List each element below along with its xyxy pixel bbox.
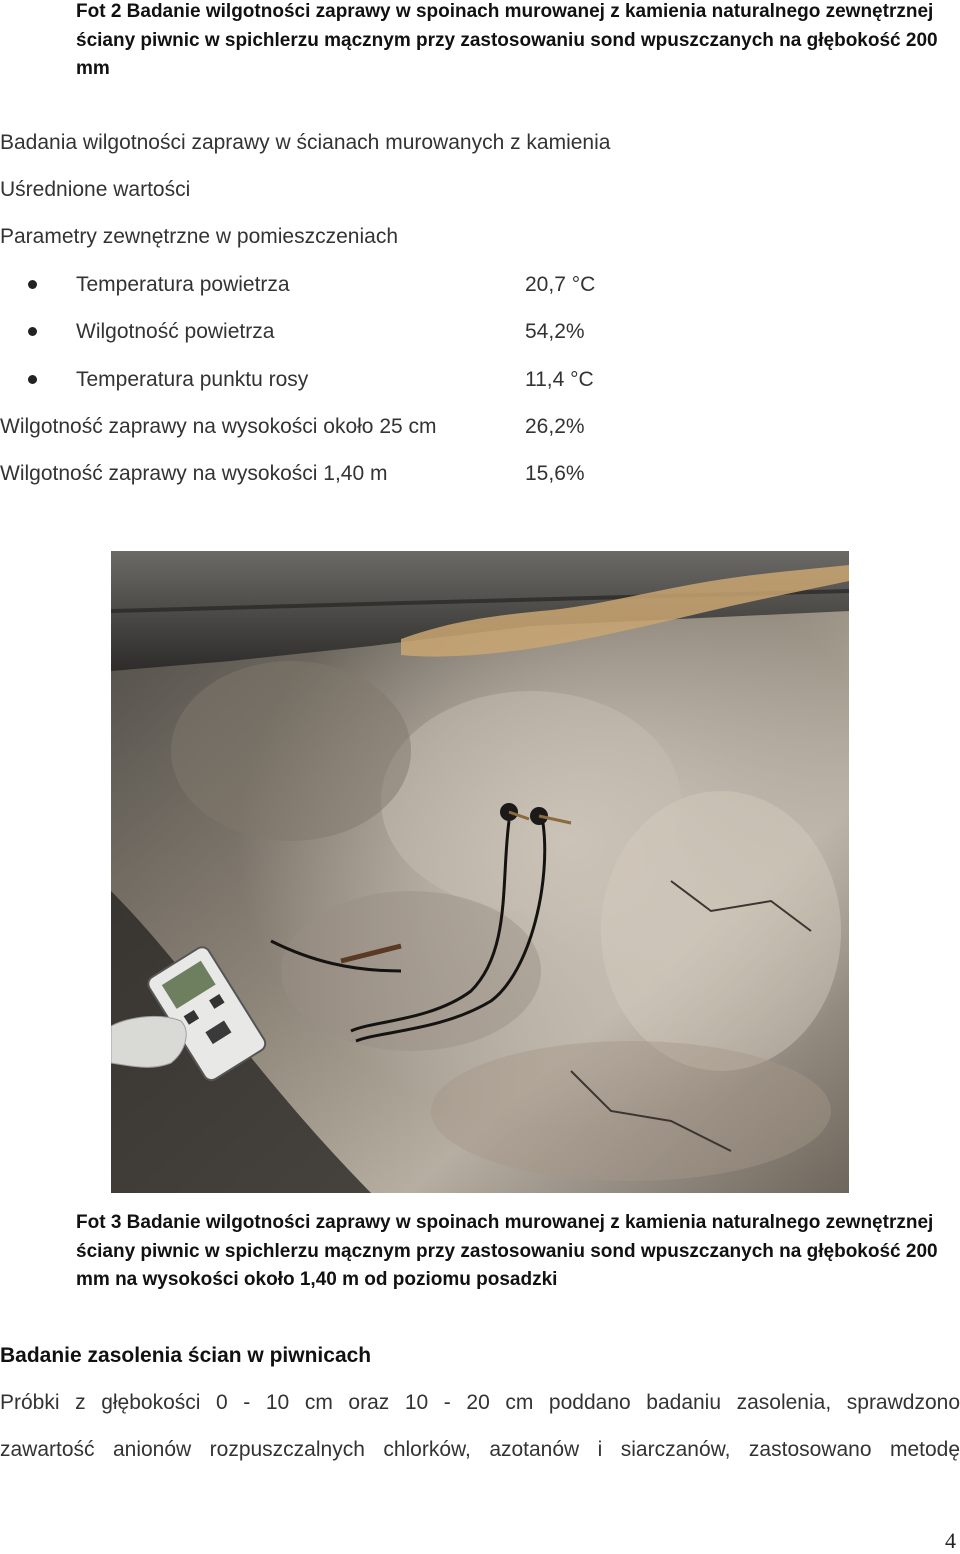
moisture-label: Wilgotność zaprawy na wysokości 1,40 m (0, 462, 388, 485)
moisture-140cm (0, 461, 700, 487)
param-value: 54,2% (525, 320, 585, 343)
param-label: Wilgotność powietrza (76, 320, 275, 343)
section-heading-salinity: Badanie zasolenia ścian w piwnicach (0, 1344, 372, 1367)
averaged-values-label: Uśrednione wartości (0, 178, 191, 201)
moisture-value: 26,2% (525, 415, 585, 438)
section-title-moisture-tests: Badania wilgotności zaprawy w ścianach murowanych z kamienia (0, 131, 611, 154)
moisture-label: Wilgotność zaprawy na wysokości około 25 cm (0, 415, 437, 438)
param-air-humidity (0, 319, 700, 345)
param-value: 20,7 °C (525, 273, 596, 296)
bullet-icon (28, 375, 37, 384)
param-value: 11,4 °C (525, 368, 594, 391)
bullet-icon (28, 280, 37, 289)
photo-3-caption: Fot 3 Badanie wilgotności zaprawy w spoinach murowanej z kamienia naturalnego zewnętrznej ściany piwnic w spichlerzu mącznym przy zastosowaniu sond wpuszczanych na głębokość 200 mm na wysokości około 1,40 m od poziomu posadzki (76, 1212, 938, 1290)
external-parameters-label: Parametry zewnętrzne w pomieszczeniach (0, 225, 398, 248)
param-air-temperature (0, 272, 700, 298)
photo-2-caption: Fot 2 Badanie wilgotności zaprawy w spoinach murowanej z kamienia naturalnego zewnętrznej ściany piwnic w spichlerzu mącznym przy zastosowaniu sond wpuszczanych na głębokość 200 mm (76, 1, 938, 79)
moisture-25cm (0, 414, 700, 440)
param-label: Temperatura punktu rosy (76, 368, 309, 391)
param-dew-point (0, 367, 700, 393)
paragraph-line-1: Próbki z głębokości 0 - 10 cm oraz 10 - 20 cm poddano badaniu zasolenia, sprawdzono (0, 1391, 960, 1414)
paragraph-line-2: zawartość anionów rozpuszczalnych chlorków, azotanów i siarczanów, zastosowano metodę (0, 1438, 960, 1461)
wall-photo-illustration (111, 551, 849, 1193)
photo-moisture-measurement (111, 551, 849, 1193)
param-label: Temperatura powietrza (76, 273, 290, 296)
bullet-icon (28, 327, 37, 336)
page-number: 4 (945, 1528, 956, 1553)
moisture-value: 15,6% (525, 462, 585, 485)
